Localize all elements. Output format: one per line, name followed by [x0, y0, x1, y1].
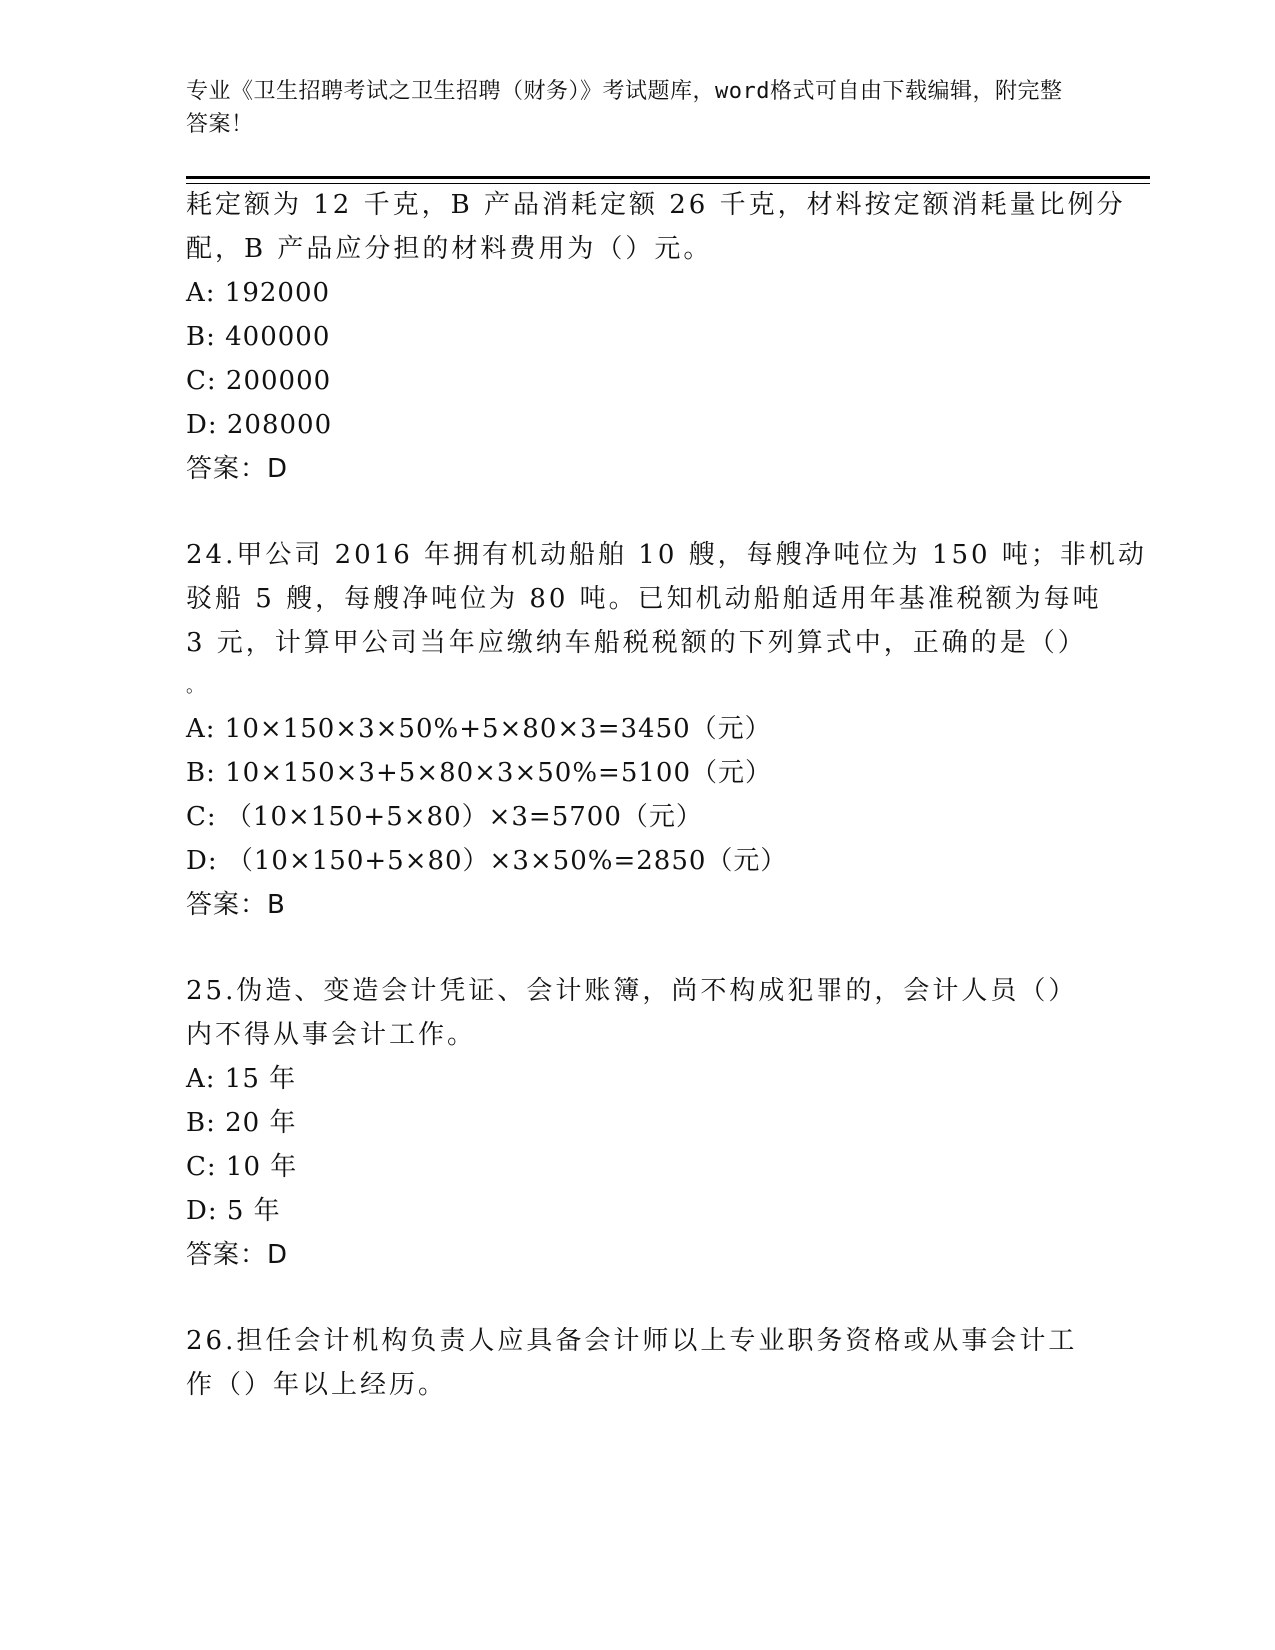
q25-option-d: D: 5 年	[186, 1196, 281, 1226]
q24-option-a: A: 10×150×3×50%+5×80×3=3450（元）	[186, 714, 772, 744]
q25-option-c: C: 10 年	[186, 1152, 298, 1182]
q23-option-a: A: 192000	[186, 278, 331, 308]
q25-option-a: A: 15 年	[186, 1064, 297, 1094]
header-divider-thin	[186, 183, 1150, 184]
q25-text-line2: 内不得从事会计工作。	[186, 1020, 477, 1050]
q24-text-line3: 3 元，计算甲公司当年应缴纳车船税税额的下列算式中，正确的是（）	[186, 628, 1087, 658]
q25-answer: 答案：D	[186, 1240, 289, 1270]
q23-option-b: B: 400000	[186, 322, 331, 352]
q24-option-b: B: 10×150×3+5×80×3×50%=5100（元）	[186, 758, 773, 788]
q24-text-line1: 24.甲公司 2016 年拥有机动船舶 10 艘，每艘净吨位为 150 吨；非机动	[186, 540, 1147, 570]
q24-answer: 答案：B	[186, 890, 286, 920]
q23-option-c: C: 200000	[186, 366, 332, 396]
q23-text-line2: 配，B 产品应分担的材料费用为（）元。	[186, 234, 713, 264]
q23-text-line1: 耗定额为 12 千克，B 产品消耗定额 26 千克，材料按定额消耗量比例分	[186, 190, 1126, 220]
q26-text-line2: 作（）年以上经历。	[186, 1370, 448, 1400]
q24-option-c: C: （10×150+5×80）×3=5700（元）	[186, 802, 703, 832]
q24-option-d: D: （10×150+5×80）×3×50%=2850（元）	[186, 846, 788, 876]
q25-option-b: B: 20 年	[186, 1108, 297, 1138]
q25-text-line1: 25.伪造、变造会计凭证、会计账簿，尚不构成犯罪的，会计人员（）	[186, 976, 1078, 1006]
document-header: 专业《卫生招聘考试之卫生招聘（财务）》考试题库，word格式可自由下载编辑，附完整答案！	[186, 79, 1063, 137]
q23-answer: 答案：D	[186, 454, 289, 484]
q23-option-d: D: 208000	[186, 410, 333, 440]
q26-text-line1: 26.担任会计机构负责人应具备会计师以上专业职务资格或从事会计工	[186, 1326, 1078, 1356]
header-divider-thick	[186, 176, 1150, 179]
q24-text-line4: 。	[186, 676, 207, 697]
q24-text-line2: 驳船 5 艘，每艘净吨位为 80 吨。已知机动船舶适用年基准税额为每吨	[186, 584, 1102, 614]
